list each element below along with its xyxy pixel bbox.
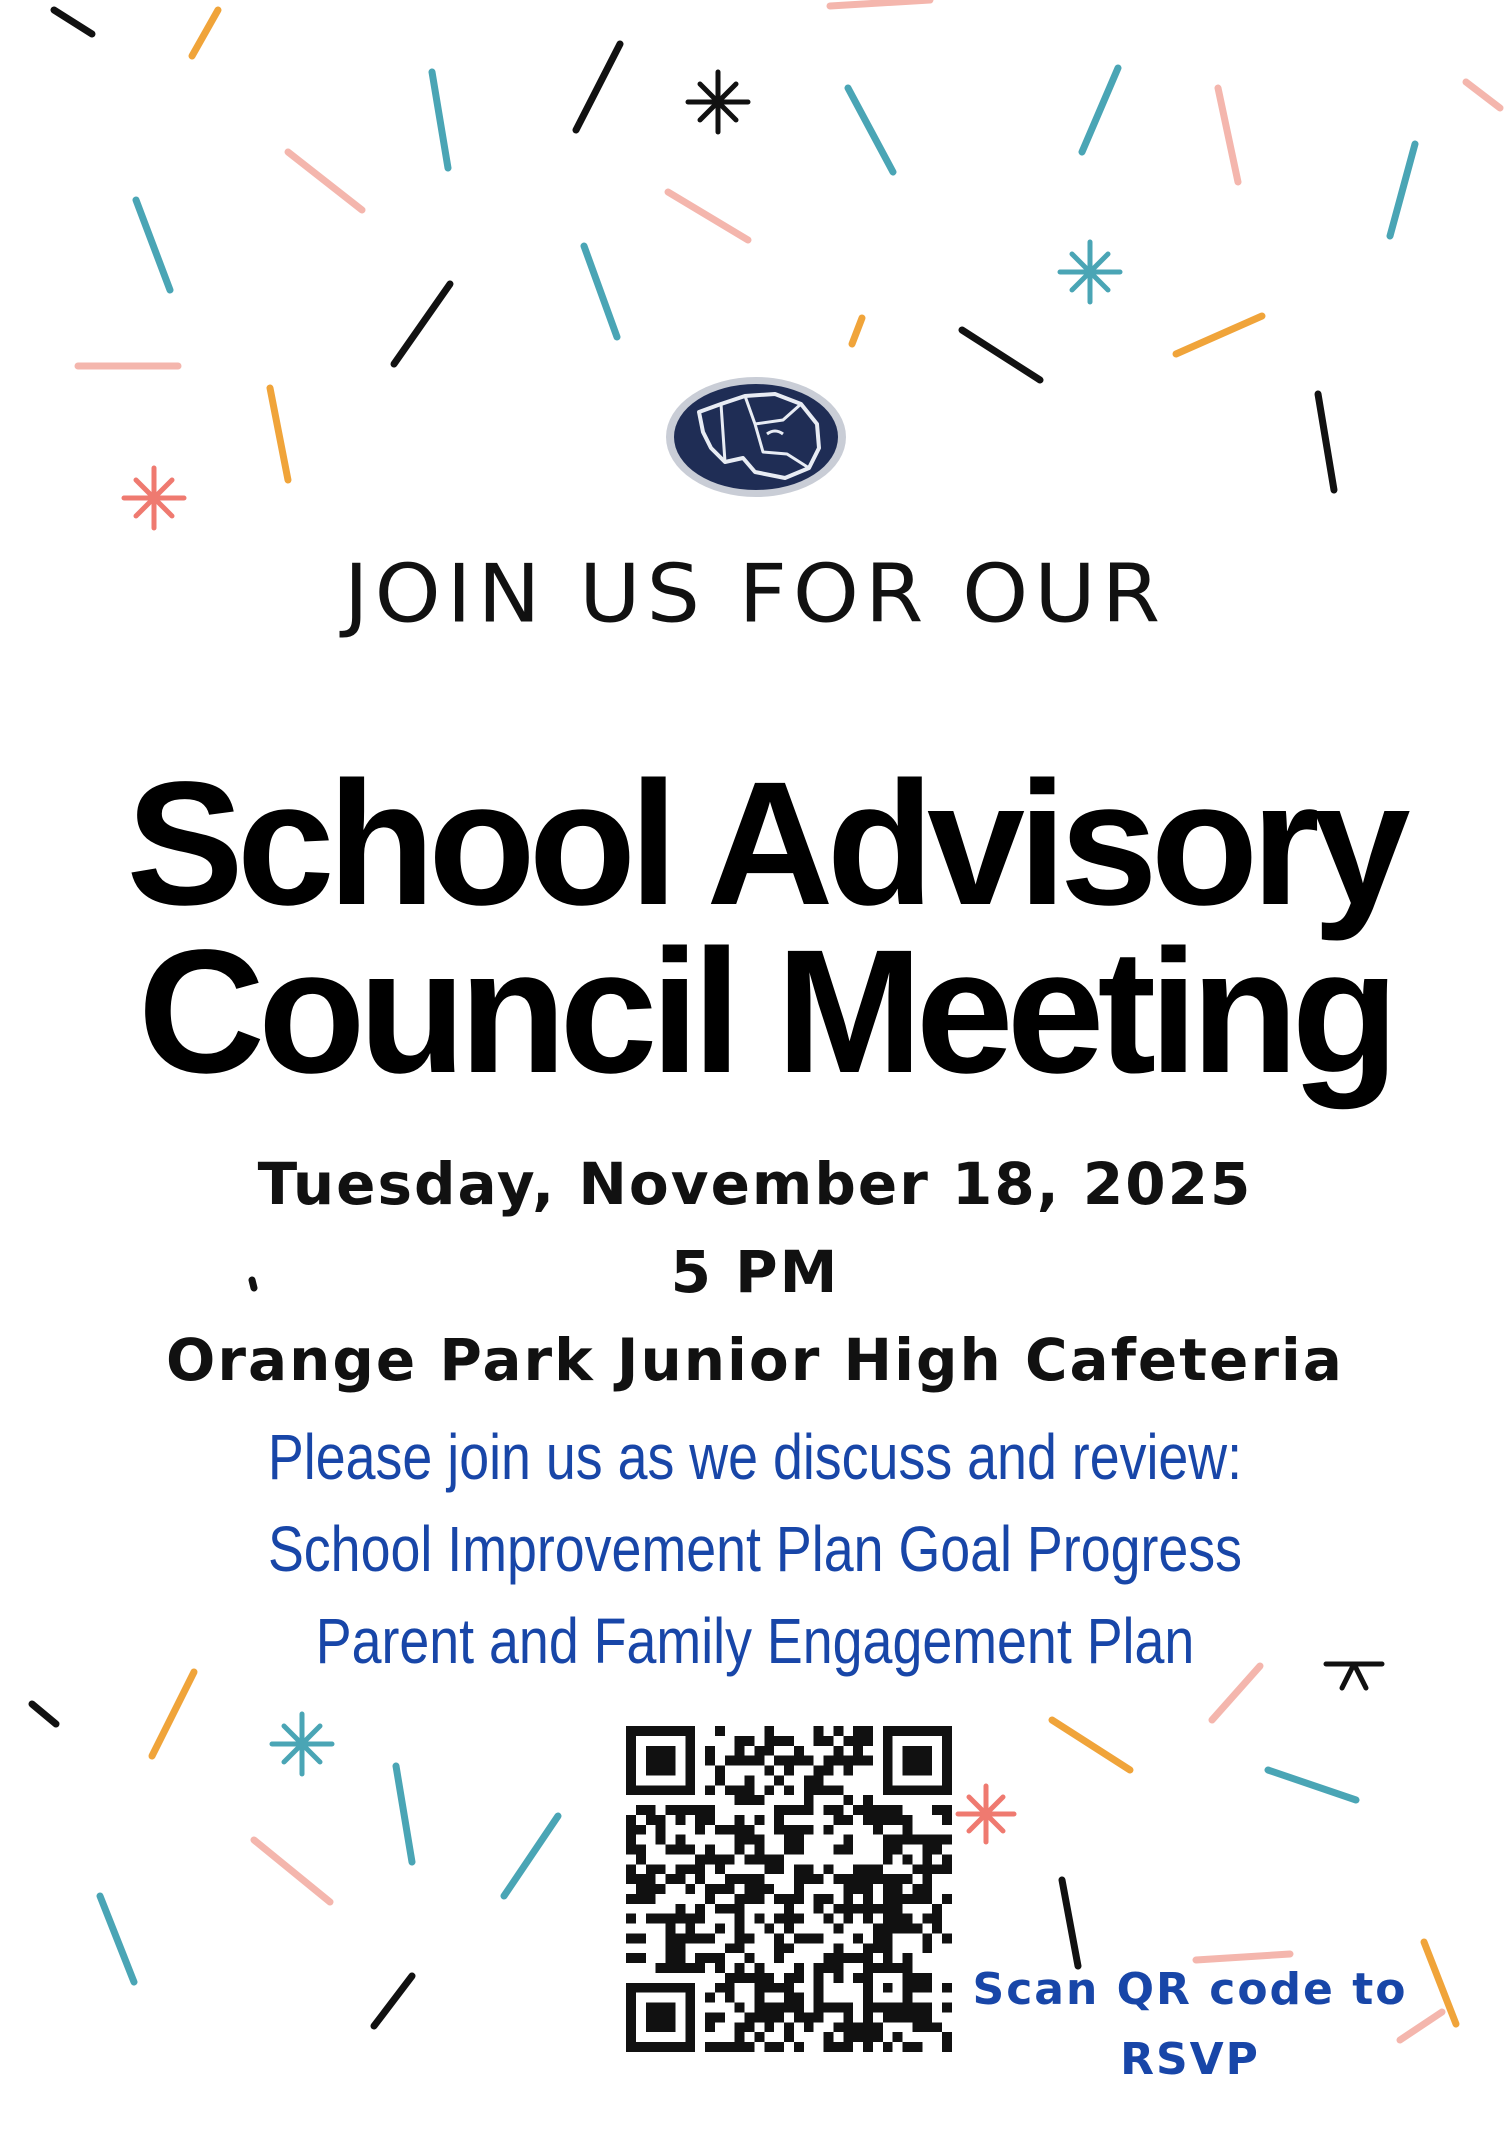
wildcat-logo-icon [663, 374, 849, 500]
invite-text: Please join us as we discuss and review: [267, 1421, 1243, 1493]
rsvp-callout [960, 1955, 1420, 2095]
event-time: 5 PM [670, 1238, 840, 1306]
rsvp-line-2: RSVP [1120, 2034, 1260, 2085]
agenda-item: School Improvement Plan Goal Progress [267, 1513, 1243, 1585]
event-title [40, 746, 1490, 1110]
qr-code-icon[interactable] [626, 1726, 952, 2052]
event-date: Tuesday, November 18, 2025 [257, 1150, 1253, 1218]
agenda-item: Parent and Family Engagement Plan [315, 1605, 1195, 1677]
title-line-2: Council Meeting [137, 914, 1393, 1110]
title-line-1: School Advisory [126, 746, 1404, 942]
event-location: Orange Park Junior High Cafeteria [166, 1326, 1344, 1394]
intro-heading: JOIN US FOR OUR [343, 547, 1167, 641]
rsvp-line-1: Scan QR code to [972, 1964, 1408, 2015]
